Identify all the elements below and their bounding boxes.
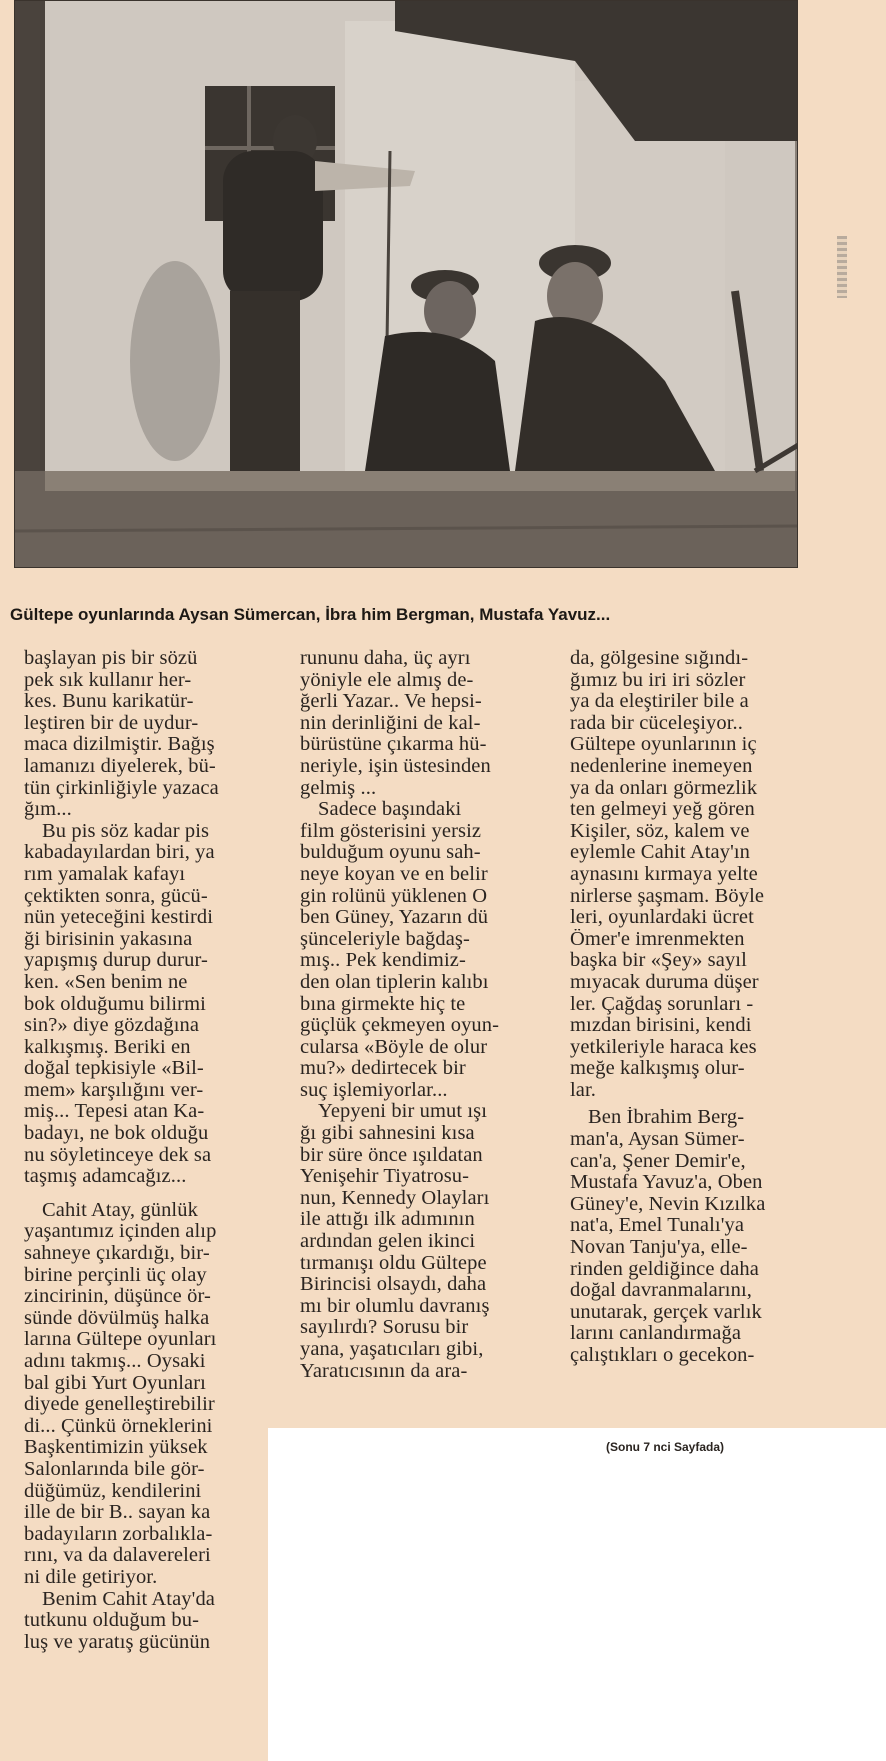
text-line: Kişiler, söz, kalem ve xyxy=(570,820,750,842)
text-line: pek sık kullanır her- xyxy=(24,669,192,691)
text-line: lar. xyxy=(570,1079,597,1101)
text-line: nedenlerine inemeyen xyxy=(570,755,753,777)
text-line: sünde dövülmüş halka xyxy=(24,1307,210,1329)
text-line: rununu daha, üç ayrı xyxy=(300,648,471,669)
text-line: ya da eleştiriler bile a xyxy=(570,691,749,713)
text-line: sayılırdı? Sorusu bir xyxy=(300,1317,469,1339)
text-line: yetkileriyle haraca kes xyxy=(570,1036,757,1058)
text-line: ğımız bu iri iri sözler xyxy=(570,669,746,691)
paragraph xyxy=(570,648,820,1101)
text-line: neriyle, işin üstesinden xyxy=(300,755,491,777)
text-line: gelmiş ... xyxy=(300,777,377,799)
text-line: leri, oyunlardaki ücret xyxy=(570,907,754,929)
text-line: Ben İbrahim Berg- xyxy=(588,1107,745,1129)
text-line: yana, yaşatıcıları gibi, xyxy=(300,1339,484,1360)
text-line: Sadece başındaki xyxy=(318,799,462,821)
text-line: kes. Bunu karikatür- xyxy=(24,691,194,713)
article-column-3 xyxy=(570,648,820,1367)
text-line: kabadayılardan biri, ya xyxy=(24,842,215,864)
margin-smudge xyxy=(837,236,847,298)
paragraph xyxy=(24,821,260,1188)
text-line: suç işlemiyorlar... xyxy=(300,1079,448,1101)
text-line: man'a, Aysan Sümer- xyxy=(570,1129,745,1151)
text-line: mı bir olumlu davranış xyxy=(300,1295,490,1317)
text-line: tutkunu olduğum bu- xyxy=(24,1610,200,1632)
text-line: ya da onları görmezlik xyxy=(570,777,758,799)
text-line: rını, va da dalavereleri xyxy=(24,1545,211,1567)
text-line: Bu pis söz kadar pis xyxy=(42,820,210,842)
text-line: gin rolünü yüklenen O xyxy=(300,885,488,907)
text-line: rım yamalak kafayı xyxy=(24,863,186,885)
text-line: leştiren bir de uydur- xyxy=(24,712,199,734)
article-column-1 xyxy=(24,648,260,1653)
photo-caption: Gültepe oyunlarında Aysan Sümercan, İbra him Bergman, Mustafa Yavuz... xyxy=(10,605,611,624)
text-line: yaşantımız içinden alıp xyxy=(24,1221,217,1243)
text-line: ni dile getiriyor. xyxy=(24,1566,158,1588)
text-line: aynasını kırmaya yelte xyxy=(570,863,758,885)
article-column-2 xyxy=(300,648,536,1382)
paragraph xyxy=(300,1101,536,1382)
text-line: eylemle Cahit Atay'ın xyxy=(570,842,751,864)
text-line: bına girmekte hiç te xyxy=(300,993,466,1015)
text-line: kalkışmış. Beriki en xyxy=(24,1036,191,1058)
text-line: taşmış adamcağız... xyxy=(24,1166,187,1188)
text-line: başka bir «Şey» sayıl xyxy=(570,950,747,972)
text-line: çalıştıkları o gecekon- xyxy=(570,1345,755,1366)
text-line: birine perçinli üç olay xyxy=(24,1264,207,1286)
text-line: can'a, Şener Demir'e, xyxy=(570,1150,746,1172)
text-line: ten gelmeyi yeğ gören xyxy=(570,799,755,821)
text-line: mış.. Pek kendimiz- xyxy=(300,950,466,972)
text-line: neye koyan ve en belir xyxy=(300,863,488,885)
paragraph xyxy=(24,1589,260,1654)
text-line: da, gölgesine sığındı- xyxy=(570,648,749,669)
text-line: Yaratıcısının da ara- xyxy=(300,1360,468,1382)
text-line: ile attığı ilk adımının xyxy=(300,1209,475,1231)
text-line: ği birisinin yakasına xyxy=(24,928,193,950)
text-line: nün yeteceğini kestirdi xyxy=(24,907,214,929)
text-line: miş... Tepesi atan Ka- xyxy=(24,1101,205,1123)
text-line: film gösterisini yersiz xyxy=(300,820,482,842)
text-line: badayı, ne bok olduğu xyxy=(24,1123,209,1145)
text-line: şünceleriyle bağdaş- xyxy=(300,928,470,950)
text-line: Ömer'e imrenmekten xyxy=(570,928,745,950)
text-line: ken. «Sen benim ne xyxy=(24,971,188,993)
text-line: diyede genelleştirebilir xyxy=(24,1394,215,1416)
text-line: bulduğum oyunu sah- xyxy=(300,842,481,864)
text-line: bok olduğumu bilirmi xyxy=(24,993,206,1015)
text-line: düğümüz, kendilerini xyxy=(24,1480,202,1502)
text-line: ğı gibi sahnesini kısa xyxy=(300,1123,475,1145)
text-line: Yepyeni bir umut ışı xyxy=(318,1101,488,1123)
text-line: Birincisi olsaydı, daha xyxy=(300,1274,487,1296)
text-line: ille de bir B.. sayan ka xyxy=(24,1502,211,1524)
text-line: Başkentimizin yüksek xyxy=(24,1437,208,1459)
text-line: rinden geldiğince daha xyxy=(570,1258,759,1280)
text-line: rada bir cüceleşiyor.. xyxy=(570,712,743,734)
text-line: badayıların zorbalıkla- xyxy=(24,1523,213,1545)
text-line: nun, Kennedy Olayları xyxy=(300,1187,490,1209)
text-line: unutarak, gerçek varlık xyxy=(570,1301,762,1323)
text-line: Yenişehir Tiyatrosu- xyxy=(300,1166,470,1188)
text-line: Benim Cahit Atay'da xyxy=(42,1588,215,1610)
paragraph xyxy=(24,648,260,821)
text-line: tırmanışı oldu Gültepe xyxy=(300,1252,487,1274)
text-line: Cahit Atay, günlük xyxy=(42,1199,198,1221)
text-line: ardından gelen ikinci xyxy=(300,1231,476,1253)
text-line: nirlerse şaşmam. Böyle xyxy=(570,885,765,907)
theatre-stage-photo-icon xyxy=(15,1,798,568)
text-line: başlayan pis bir sözü xyxy=(24,648,198,669)
text-line: bal gibi Yurt Oyunları xyxy=(24,1372,206,1394)
text-line: adını takmış... Oysaki xyxy=(24,1351,206,1372)
text-line: lamanızı diyelerek, bü- xyxy=(24,755,216,777)
text-line: mıyacak duruma düşer xyxy=(570,971,759,993)
text-line: ler. Çağdaş sorunları - xyxy=(570,993,754,1015)
text-line: sahneye çıkardığı, bir- xyxy=(24,1243,210,1265)
text-line: larını canlandırmağa xyxy=(570,1323,742,1345)
text-line: nu söyletinceye dek sa xyxy=(24,1144,212,1166)
paragraph xyxy=(24,1200,260,1589)
text-line: doğal davranmalarını, xyxy=(570,1280,752,1302)
text-line: den olan tiplerin kalıbı xyxy=(300,971,489,993)
text-line: luş ve yaratış gücünün xyxy=(24,1631,211,1653)
text-line: sin?» diye gözdağına xyxy=(24,1015,200,1037)
text-line: zincirinin, düşünce ör- xyxy=(24,1286,211,1308)
text-line: ğım... xyxy=(24,799,72,821)
theatre-stage-photo xyxy=(14,0,798,568)
text-line: tün çirkinliğiyle yazaca xyxy=(24,777,219,799)
text-line: Mustafa Yavuz'a, Oben xyxy=(570,1172,763,1194)
text-line: Güney'e, Nevin Kızılka xyxy=(570,1193,766,1215)
text-line: mem» karşılığını ver- xyxy=(24,1079,204,1101)
text-line: nat'a, Emel Tunalı'ya xyxy=(570,1215,745,1237)
text-line: Novan Tanju'ya, elle- xyxy=(570,1237,748,1259)
text-line: ben Güney, Yazarın dü xyxy=(300,907,489,929)
text-line: di... Çünkü örneklerini xyxy=(24,1415,213,1437)
continuation-note: (Sonu 7 nci Sayfada) xyxy=(606,1440,725,1454)
text-line: nin derinliğini de kal- xyxy=(300,712,481,734)
text-line: Salonlarında bile gör- xyxy=(24,1458,205,1480)
text-line: Gültepe oyunlarının iç xyxy=(570,734,757,756)
paragraph xyxy=(300,799,536,1101)
text-line: mızdan birisini, kendi xyxy=(570,1015,752,1037)
paragraph xyxy=(570,1107,820,1366)
text-line: çektikten sonra, gücü- xyxy=(24,885,208,907)
text-line: yapışmış durup durur- xyxy=(24,950,208,972)
text-line: larına Gültepe oyunları xyxy=(24,1329,217,1351)
paragraph xyxy=(300,648,536,799)
text-line: cularsa «Böyle de olur xyxy=(300,1036,488,1058)
text-line: yöniyle ele almış de- xyxy=(300,669,474,691)
text-line: ğerli Yazar.. Ve hepsi- xyxy=(300,691,482,713)
text-line: maca dizilmiştir. Bağış xyxy=(24,734,215,756)
text-line: güçlük çekmeyen oyun- xyxy=(300,1015,500,1037)
text-line: mu?» dedirtecek bir xyxy=(300,1058,466,1080)
text-line: meğe kalkışmış olur- xyxy=(570,1058,745,1080)
text-line: bir süre önce ışıldatan xyxy=(300,1144,483,1166)
text-line: bürüstüne çıkarma hü- xyxy=(300,734,487,756)
text-line: doğal tepkisiyle «Bil- xyxy=(24,1058,204,1080)
